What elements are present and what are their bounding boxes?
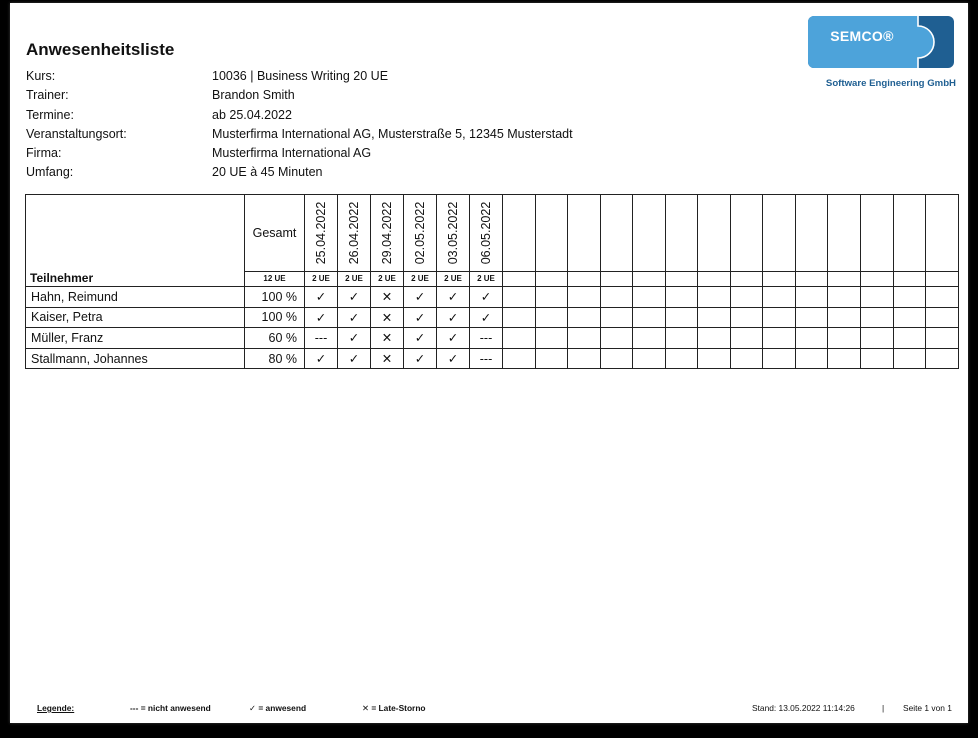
empty-column-header (535, 195, 568, 272)
empty-cell (503, 328, 536, 349)
meta-value: Musterfirma International AG (212, 146, 372, 161)
empty-cell (763, 272, 796, 287)
footer-separator: | (882, 703, 885, 713)
empty-cell (568, 348, 601, 369)
empty-column-header (861, 195, 894, 272)
empty-cell (730, 307, 763, 328)
logo-name: SEMCO® (830, 28, 894, 44)
date-column-header (437, 195, 470, 272)
empty-cell (861, 272, 894, 287)
empty-cell (535, 328, 568, 349)
attendance-mark: ✓ (338, 348, 371, 369)
empty-cell (893, 287, 926, 308)
empty-cell (893, 307, 926, 328)
attendance-mark: ✓ (470, 307, 503, 328)
table-row (26, 328, 959, 349)
participant-column-header: Teilnehmer (26, 195, 245, 287)
empty-cell (600, 328, 633, 349)
legend-absent: --- = nicht anwesend (130, 703, 211, 713)
empty-cell (763, 328, 796, 349)
meta-value: 20 UE à 45 Minuten (212, 165, 323, 180)
meta-label: Kurs: (26, 69, 56, 83)
participant-name: Müller, Franz (26, 328, 245, 349)
attendance-mark: ✕ (371, 348, 404, 369)
empty-cell (893, 328, 926, 349)
empty-column-header (633, 195, 666, 272)
attendance-mark: ✓ (404, 348, 437, 369)
attendance-mark: ✓ (437, 348, 470, 369)
total-column-header: Gesamt (245, 195, 305, 272)
empty-cell (665, 287, 698, 308)
empty-cell (730, 287, 763, 308)
attendance-mark: ✕ (371, 328, 404, 349)
date-column-header (371, 195, 404, 272)
empty-column-header (828, 195, 861, 272)
date-column-header (404, 195, 437, 272)
meta-label: Umfang: (26, 165, 74, 180)
attendance-total: 100 % (245, 307, 305, 328)
attendance-mark: --- (470, 348, 503, 369)
empty-cell (763, 287, 796, 308)
empty-cell (926, 328, 959, 349)
empty-cell (926, 348, 959, 369)
empty-cell (795, 307, 828, 328)
empty-cell (665, 272, 698, 287)
attendance-mark: ✓ (305, 348, 338, 369)
empty-cell (600, 272, 633, 287)
empty-cell (730, 348, 763, 369)
date-label: 26.04.2022 (347, 201, 361, 265)
attendance-mark: ✓ (404, 307, 437, 328)
empty-cell (926, 307, 959, 328)
participant-name: Kaiser, Petra (26, 307, 245, 328)
empty-cell (633, 307, 666, 328)
empty-column-header (893, 195, 926, 272)
empty-cell (893, 272, 926, 287)
attendance-mark: ✓ (404, 287, 437, 308)
empty-cell (503, 307, 536, 328)
empty-cell (665, 328, 698, 349)
empty-cell (535, 287, 568, 308)
empty-cell (535, 307, 568, 328)
table-row (26, 307, 959, 328)
date-label: 03.05.2022 (446, 201, 460, 265)
empty-cell (828, 287, 861, 308)
empty-cell (633, 348, 666, 369)
empty-cell (503, 272, 536, 287)
date-units: 2 UE (371, 272, 404, 287)
attendance-mark: ✓ (305, 307, 338, 328)
date-column-header (305, 195, 338, 272)
empty-cell (763, 307, 796, 328)
attendance-mark: ✓ (338, 307, 371, 328)
attendance-total: 60 % (245, 328, 305, 349)
empty-cell (861, 328, 894, 349)
empty-cell (698, 272, 731, 287)
legend-label: Legende: (37, 703, 75, 713)
logo-subtitle: Software Engineering GmbH (825, 78, 956, 89)
empty-cell (568, 307, 601, 328)
attendance-mark: --- (305, 328, 338, 349)
header-row (26, 195, 959, 272)
date-units: 2 UE (470, 272, 503, 287)
empty-cell (503, 287, 536, 308)
empty-cell (861, 287, 894, 308)
empty-cell (893, 348, 926, 369)
attendance-total: 80 % (245, 348, 305, 369)
semco-logo (808, 16, 956, 92)
attendance-total: 100 % (245, 287, 305, 308)
attendance-mark: ✓ (404, 328, 437, 349)
empty-cell (665, 307, 698, 328)
date-units: 2 UE (338, 272, 371, 287)
attendance-mark: ✓ (305, 287, 338, 308)
date-units: 2 UE (404, 272, 437, 287)
date-column-header (338, 195, 371, 272)
meta-value: Musterfirma International AG, Musterstraße 5, 12345 Musterstadt (212, 126, 573, 141)
date-label: 29.04.2022 (380, 201, 394, 265)
empty-cell (795, 287, 828, 308)
empty-cell (568, 287, 601, 308)
date-units: 2 UE (305, 272, 338, 287)
empty-cell (698, 307, 731, 328)
attendance-mark: ✓ (470, 287, 503, 308)
empty-cell (795, 272, 828, 287)
empty-cell (698, 287, 731, 308)
empty-cell (535, 348, 568, 369)
attendance-table (25, 194, 959, 369)
date-column-header (470, 195, 503, 272)
meta-value: 10036 | Business Writing 20 UE (212, 69, 389, 83)
empty-cell (828, 348, 861, 369)
participant-name: Stallmann, Johannes (26, 348, 245, 369)
empty-cell (828, 272, 861, 287)
empty-cell (600, 287, 633, 308)
meta-value: Brandon Smith (212, 88, 295, 103)
attendance-mark: ✓ (437, 328, 470, 349)
legend-late-cancel: ✕ = Late-Storno (362, 703, 426, 713)
empty-column-header (600, 195, 633, 272)
date-label: 06.05.2022 (479, 201, 493, 265)
empty-cell (600, 307, 633, 328)
empty-cell (763, 348, 796, 369)
empty-cell (633, 272, 666, 287)
empty-column-header (926, 195, 959, 272)
empty-cell (828, 307, 861, 328)
date-label: 25.04.2022 (314, 201, 328, 265)
page-title: Anwesenheitsliste (26, 40, 175, 59)
meta-value: ab 25.04.2022 (212, 107, 292, 122)
empty-cell (503, 348, 536, 369)
attendance-mark: ✓ (437, 287, 470, 308)
empty-cell (795, 348, 828, 369)
date-label: 02.05.2022 (413, 201, 427, 265)
empty-cell (730, 328, 763, 349)
attendance-sheet-page (10, 3, 968, 723)
date-units: 2 UE (437, 272, 470, 287)
empty-column-header (503, 195, 536, 272)
empty-cell (568, 328, 601, 349)
empty-cell (698, 348, 731, 369)
meta-label: Veranstaltungsort: (26, 126, 127, 141)
empty-cell (926, 287, 959, 308)
empty-cell (861, 307, 894, 328)
empty-cell (535, 272, 568, 287)
participant-name: Hahn, Reimund (26, 287, 245, 308)
attendance-mark: ✓ (338, 287, 371, 308)
attendance-mark: ✓ (437, 307, 470, 328)
empty-column-header (698, 195, 731, 272)
page-number: Seite 1 von 1 (903, 703, 952, 713)
empty-cell (568, 272, 601, 287)
empty-column-header (568, 195, 601, 272)
attendance-mark: ✓ (338, 328, 371, 349)
empty-cell (795, 328, 828, 349)
empty-cell (698, 328, 731, 349)
empty-cell (600, 348, 633, 369)
empty-cell (665, 348, 698, 369)
attendance-mark: ✕ (371, 307, 404, 328)
timestamp: Stand: 13.05.2022 11:14:26 (752, 703, 855, 713)
empty-cell (730, 272, 763, 287)
empty-column-header (795, 195, 828, 272)
empty-cell (828, 328, 861, 349)
empty-column-header (665, 195, 698, 272)
empty-column-header (730, 195, 763, 272)
empty-cell (926, 272, 959, 287)
attendance-mark: ✕ (371, 287, 404, 308)
empty-cell (633, 287, 666, 308)
empty-cell (633, 328, 666, 349)
legend-present: ✓ = anwesend (249, 703, 307, 713)
empty-column-header (763, 195, 796, 272)
meta-label: Firma: (26, 146, 62, 161)
meta-label: Trainer: (26, 88, 69, 103)
meta-label: Termine: (26, 107, 74, 122)
empty-cell (861, 348, 894, 369)
total-units: 12 UE (245, 272, 305, 287)
table-row (26, 348, 959, 369)
attendance-mark: --- (470, 328, 503, 349)
table-row (26, 287, 959, 308)
